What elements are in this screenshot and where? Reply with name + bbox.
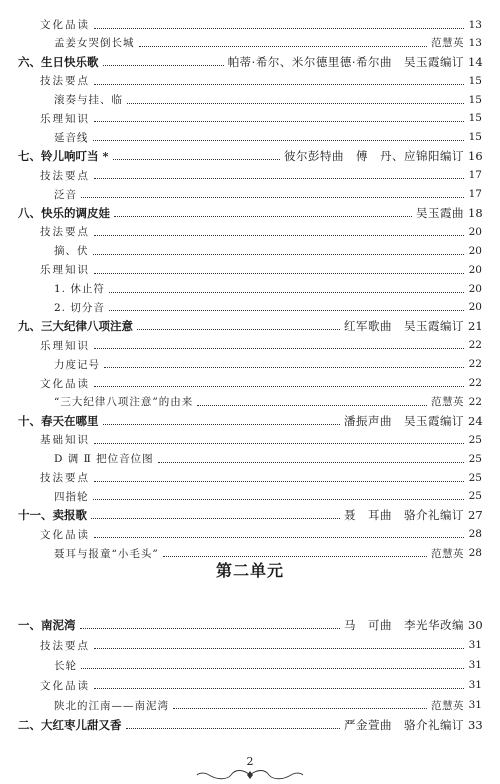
toc-item-row[interactable] [54,280,482,298]
entry-page-number: 17 [468,169,482,182]
entry-title: 一、南泥湾 [18,618,76,632]
dot-leader [103,423,341,425]
entry-credit: 吴玉霞曲 [416,205,464,220]
entry-title: “三大纪律八项注意”的由来 [54,396,194,409]
entry-page-number: 25 [468,452,482,465]
toc-item-row[interactable] [54,487,482,505]
dot-leader [139,45,428,47]
dot-leader [137,328,340,330]
toc-section-row[interactable] [40,636,482,654]
toc-chapter-row[interactable] [18,317,482,335]
entry-title: 技法要点 [40,75,90,88]
toc-item-row[interactable] [54,128,482,146]
entry-title: 十、春天在哪里 [18,413,99,428]
dot-leader [94,647,464,649]
entry-title: 1. 休止符 [54,283,105,295]
toc-chapter-row[interactable] [18,412,482,430]
dot-leader [80,627,341,629]
entry-page-number: 15 [468,112,482,125]
dot-leader [127,102,464,104]
dot-leader [109,309,464,311]
entry-title: 文化品读 [40,679,90,692]
entry-page-number: 25 [468,433,482,446]
entry-credit: 范慧英 [431,396,464,409]
entry-title: 四指轮 [54,490,89,503]
entry-page-number: 18 [468,205,483,220]
toc-section-row[interactable] [40,166,482,184]
entry-title: 摘、伏 [54,245,89,258]
dot-leader [93,498,465,500]
toc-section-row[interactable] [40,525,482,543]
entry-page-number: 20 [468,244,482,257]
entry-page-number: 20 [468,225,482,238]
dot-leader [93,139,465,141]
dot-leader [158,461,464,463]
toc-chapter-row[interactable] [18,506,482,524]
dot-leader [94,83,464,85]
entry-page-number: 20 [468,301,482,314]
dot-leader [81,667,464,669]
entry-page-number: 20 [468,282,482,295]
entry-title: 2. 切分音 [54,301,105,314]
entry-page-number: 14 [468,54,483,69]
entry-title: 聂耳与报童“小毛头” [54,547,159,560]
dot-leader [114,215,412,217]
decorative-swirl-icon [195,768,305,782]
entry-page-number: 16 [468,149,483,164]
dot-leader [94,536,464,538]
entry-page-number: 13 [468,36,482,49]
entry-title: 文化品读 [40,377,90,390]
entry-credit: 范慧英 [431,37,464,50]
toc-item-row[interactable] [54,298,482,316]
toc-section-row[interactable] [40,676,482,694]
toc-item-row[interactable] [54,185,482,203]
entry-title: 长轮 [54,659,77,672]
entry-title: 文化品读 [40,528,90,541]
entry-page-number: 31 [468,679,482,691]
entry-title: 泛音 [54,188,77,201]
toc-item-row[interactable] [54,355,482,373]
entry-title: 六、生日快乐歌 [18,54,99,69]
dot-leader [94,385,464,387]
entry-page-number: 30 [468,618,483,632]
entry-page-number: 31 [468,659,482,671]
entry-page-number: 24 [468,413,483,428]
toc-section-row[interactable] [40,431,482,449]
toc-chapter-row[interactable] [18,716,482,734]
entry-credit: 范慧英 [431,699,464,712]
dot-leader [94,442,464,444]
entry-credit: 彼尔彭特曲 傅 丹、应锦阳编订 [284,149,464,164]
entry-title: 文化品读 [40,19,90,32]
unit-heading: 第二单元 [215,561,284,580]
dot-leader [173,707,427,709]
entry-page-number: 31 [468,699,482,711]
dot-leader [91,517,340,519]
entry-title: 十一、卖报歌 [18,508,87,523]
dot-leader [94,347,464,349]
entry-title: 九、三大纪律八项注意 [18,319,133,334]
entry-page-number: 13 [468,18,482,31]
toc-section-row[interactable] [40,336,482,354]
entry-page-number: 17 [468,188,482,200]
toc-item-row[interactable] [54,696,482,714]
entry-page-number: 22 [468,377,482,389]
entry-title: 二、大红枣儿甜又香 [18,718,122,732]
entry-page-number: 21 [468,319,483,334]
dot-leader [93,253,465,255]
entry-credit: 红军歌曲 吴玉霞编订 [344,319,464,334]
entry-title: 八、快乐的调皮娃 [18,205,110,220]
dot-leader [126,727,341,729]
entry-page-number: 22 [468,339,482,352]
dot-leader [94,234,464,236]
entry-page-number: 28 [468,528,482,541]
dot-leader [81,196,464,198]
entry-title: 基础知识 [40,434,90,447]
entry-title: 滚奏与挂、临 [54,94,123,106]
entry-page-number: 31 [468,639,482,651]
entry-title: 技法要点 [40,226,90,239]
entry-page-number: 25 [468,471,482,484]
entry-title: 延音线 [54,131,89,144]
toc-chapter-row[interactable] [18,204,482,222]
entry-title: 乐理知识 [40,339,90,352]
toc-section-row[interactable] [40,374,482,392]
entry-page-number: 15 [468,74,482,87]
toc-chapter-row[interactable] [18,616,482,634]
entry-credit: 帕蒂·希尔、米尔德里德·希尔曲 吴玉霞编订 [227,54,464,69]
toc-item-row[interactable] [54,393,482,411]
entry-title: 七、铃儿响叮当 * [18,149,109,164]
page-number: 2 [246,755,254,768]
dot-leader [113,158,280,160]
entry-title: D 调 Ⅱ 把位音位图 [54,453,154,466]
dot-leader [109,291,464,293]
dot-leader [94,272,464,274]
entry-page-number: 22 [468,395,482,408]
entry-title: 陕北的江南——南泥湾 [54,699,169,712]
entry-credit: 潘振声曲 吴玉霞编订 [344,413,464,428]
entry-title: 技法要点 [40,472,90,484]
dot-leader [94,687,464,689]
toc-item-row[interactable] [54,450,482,468]
entry-page-number: 27 [468,508,483,523]
entry-page-number: 20 [468,263,482,276]
dot-leader [94,480,464,482]
toc-section-row[interactable] [40,223,482,241]
toc-section-row[interactable] [40,72,482,90]
entry-credit: 范慧英 [431,547,464,560]
toc-section-row[interactable] [40,109,482,127]
dot-leader [104,366,464,368]
toc-item-row[interactable] [54,91,482,109]
entry-credit: 聂 耳曲 骆介礼编订 [344,508,464,523]
entry-page-number: 33 [468,718,483,732]
page-footer [0,756,500,782]
dot-leader [163,555,427,557]
entry-title: 技法要点 [40,639,90,652]
entry-page-number: 15 [468,93,482,106]
entry-page-number: 15 [468,131,482,144]
entry-title: 乐理知识 [40,112,90,125]
entry-page-number: 28 [468,547,482,560]
toc-section-row[interactable] [40,469,482,487]
entry-title: 孟姜女哭倒长城 [54,37,135,50]
toc-item-row[interactable] [54,656,482,674]
toc-item-row[interactable] [54,242,482,260]
entry-page-number: 22 [468,358,482,371]
toc-chapter-row[interactable] [18,147,482,165]
entry-page-number: 25 [468,490,482,503]
dot-leader [94,27,464,29]
entry-title: 乐理知识 [40,264,90,277]
entry-credit: 马 可曲 李光华改编 [344,618,464,632]
entry-title: 技法要点 [40,169,90,182]
toc-section-row[interactable] [40,261,482,279]
toc-chapter-row[interactable] [18,53,482,71]
entry-credit: 严金萱曲 骆介礼编订 [344,718,464,732]
dot-leader [94,120,464,122]
entry-title: 力度记号 [54,358,100,371]
dot-leader [197,404,427,406]
dot-leader [94,177,464,179]
toc-item-row[interactable] [54,34,482,52]
dot-leader [103,64,224,66]
toc-section-row[interactable] [40,16,482,34]
